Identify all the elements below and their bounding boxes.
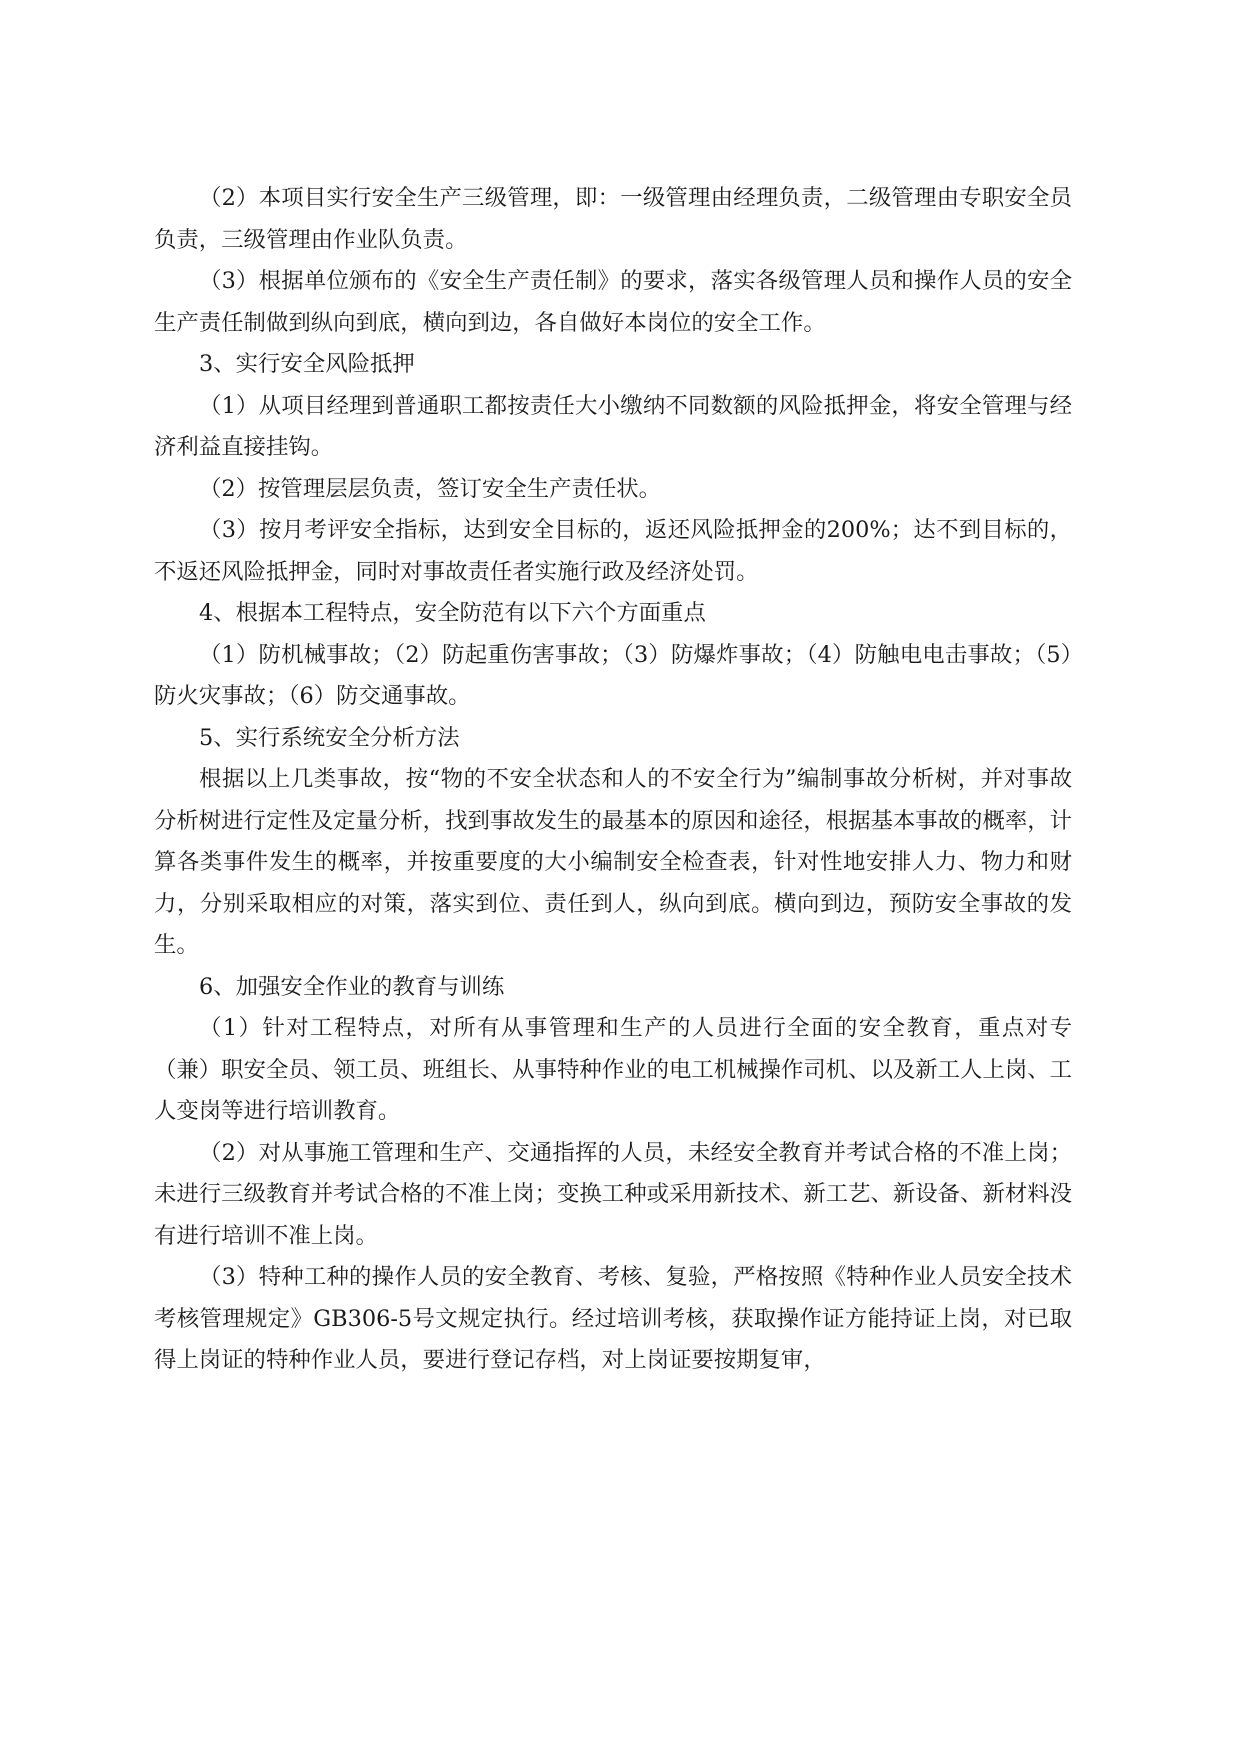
paragraph-2-no-training-no-work: （2）对从事施工管理和生产、交通指挥的人员，未经安全教育并考试合格的不准上岗；未进行三级教育并考试合格的不准上岗；变换工种或采用新技术、新工艺、新设备、新材料没有进行培训不准上岗。 <box>154 1139 1073 1249</box>
section-heading-5-safety-analysis: 5、实行系统安全分析方法 <box>199 724 460 751</box>
document-body <box>154 178 1072 1382</box>
paragraph-2-responsibility-contract: （2）按管理层层负责，签订安全生产责任状。 <box>199 475 662 502</box>
section-heading-6-safety-education: 6、加强安全作业的教育与训练 <box>199 973 505 1000</box>
paragraph-1-training-targets: （1）针对工程特点，对所有从事管理和生产的人员进行全面的安全教育，重点对专（兼）职安全员、领工员、班组长、从事特种作业的电工机械操作司机、以及新工人上岗、工人变岗等进行培训教育。 <box>154 1015 1073 1124</box>
paragraph-3-special-operators: （3）特种工种的操作人员的安全教育、考核、复验，严格按照《特种作业人员安全技术考核管理规定》GB306-5号文规定执行。经过培训考核，获取操作证方能持证上岗，对已取得上岗证的特种作业人员，要进行登记存档，对上岗证要按期复审， <box>154 1264 1072 1373</box>
paragraph-accident-types: （1）防机械事故；（2）防起重伤害事故；（3）防爆炸事故；（4）防触电电击事故；（5）防火灾事故；（6）防交通事故。 <box>154 641 1072 709</box>
paragraph-3-monthly-evaluation: （3）按月考评安全指标，达到安全目标的，返还风险抵押金的200%；达不到目标的，不返还风险抵押金，同时对事故责任者实施行政及经济处罚。 <box>154 517 1072 585</box>
section-heading-3-risk-deposit: 3、实行安全风险抵押 <box>199 351 415 377</box>
paragraph-1-risk-deposit: （1）从项目经理到普通职工都按责任大小缴纳不同数额的风险抵押金，将安全管理与经济利益直接挂钩。 <box>154 392 1072 460</box>
paragraph-3-responsibility-system: （3）根据单位颁布的《安全生产责任制》的要求，落实各级管理人员和操作人员的安全生产责任制做到纵向到底，横向到边，各自做好本岗位的安全工作。 <box>154 268 1072 336</box>
section-heading-4-prevention-focus: 4、根据本工程特点，安全防范有以下六个方面重点 <box>199 600 706 626</box>
paragraph-2-three-level-management: （2）本项目实行安全生产三级管理，即：一级管理由经理负责，二级管理由专职安全员负责，三级管理由作业队负责。 <box>154 185 1072 253</box>
paragraph-fault-tree-analysis: 根据以上几类事故，按“物的不安全状态和人的不安全行为”编制事故分析树，并对事故分析树进行定性及定量分析，找到事故发生的最基本的原因和途径，根据基本事故的概率，计算各类事件发生的概率，并按重要度的大小编制安全检查表，针对性地安排人力、物力和财力，分别采取相应的对策，落实到位、责任到人，纵向到底。横向到边，预防安全事故的发生。 <box>154 766 1073 958</box>
